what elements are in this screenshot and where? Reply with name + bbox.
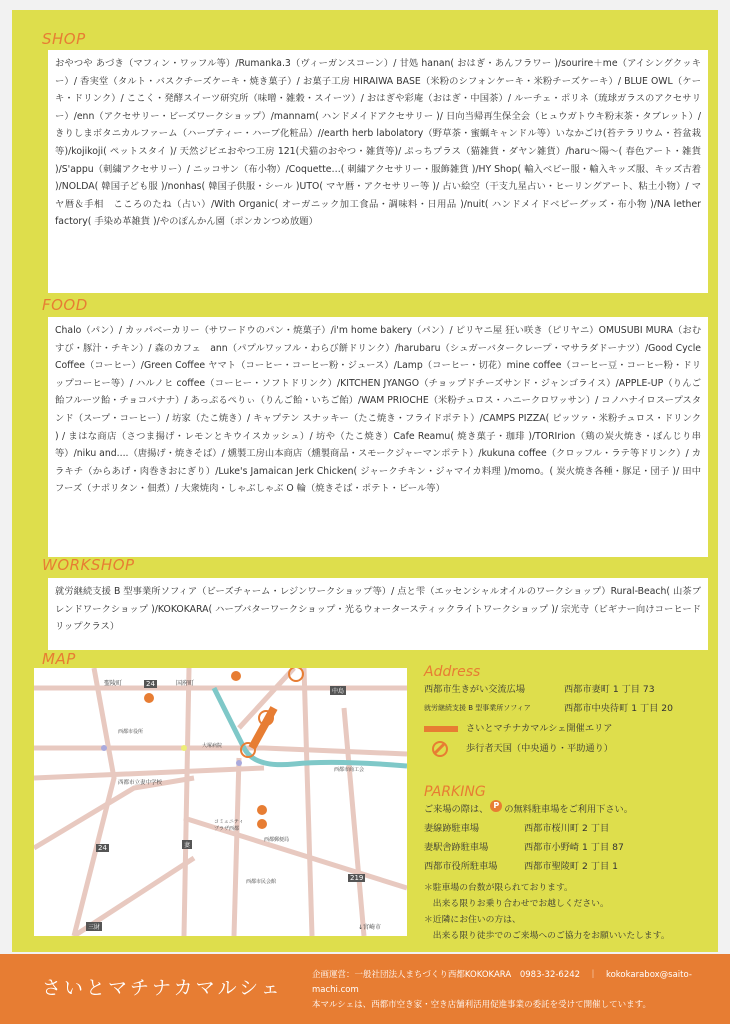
parking-intro-text: ご来場の際は、 [424, 804, 489, 815]
footer-note: 本マルシェは、西都市空き家・空き店舗利活用促進事業の委託を受けて開催しています。 [312, 1000, 651, 1010]
address-value: 西都市中央待町 1 丁目 20 [564, 703, 673, 714]
address-row [424, 699, 673, 718]
parking-note-1: ＊駐車場の台数が限られております。 [424, 883, 573, 893]
footer-info [312, 968, 730, 1013]
footer-bar [0, 954, 730, 1024]
legend-pedestrian [424, 740, 673, 758]
parking-address: 西都市聖陵町 2 丁目 1 [524, 861, 618, 872]
parking-intro [424, 800, 670, 819]
map-label-route24b: 24 [98, 844, 107, 852]
area-swatch [424, 726, 458, 732]
organizer: 企画運営：一般社団法人まちづくり西都KOKOKARA [312, 970, 512, 980]
parking-marker-4 [257, 819, 267, 829]
food-list: Chalo（パン）/ カッパベーカリー（サワードウのパン・焼菓子）/i'm home bakery（パン）/ ピリヤニ屋 狂い咲き（ピリヤニ）OMUSUBI MURA（おむすび・豚汁・チキン）/ 森のカフェ ann（パプルワッフル・わらび餅ドリンク）/harubaru（シュガーバタークレープ・マサラダドーナツ）/Good Cycle Coffee（コーヒー）/Green Coffee ヤマト（コーヒー・コーヒー粉・ジュース）/Lamp（コーヒー・切花）mine coffee（コーヒー豆・コーヒー粉・ドリップコーヒー等）/ ハルノヒ coffee（コーヒー・ソフトドリンク）/KITCHEN JYANGO（チョップドチーズサンド・ジャンゴライス）/APPLE-UP（りんご飴フルーツ飴・チョコバナナ）/ あっぷるぺりぃ（りんご飴・いちご飴）/WAM PRIOCHE（米粉チュロス・ハニークロワッサン）/ コノハナイロスープスタンド（スープ・コーヒー）/ 坊家（たこ焼き）/ キャプテン スナッキー（たこ焼き・フライドポテト）/CAMPS PIZZA( ピッツァ・米粉チュロス・ドリンク ) / まはな商店（さつま揚げ・レモンとキウイスカッシュ）/ 坊や（たこ焼き）Cafe Reamu( 焼き菓子・珈琲 )/TORIrion（鶏の炭火焼き・ぼんじり串等）/niku and....（唐揚げ・焼きそば）/ 燻製工房山本商店（燻製商品・スモークジャーマンポテト）/kukuna coffee（クロッフル・ラテ等ドリンク）/ カラキチ（からあげ・肉巻きおにぎり）/Luke's Jamaican Jerk Chicken( ジャークチキン・ジャマイカ料理 )/momo。( 炭火焼き各種・豚足・団子 )/ 田中フーズ（ナポリタン・佃煮）/ 大衆焼肉・しゃぶしゃぶ O 輪（焼きそば・ポテト・ビール等） [48, 317, 708, 557]
parking-row [424, 838, 670, 857]
map-label-shiraka: 西都市商工会 [334, 767, 365, 773]
map-label-miyazaki: ↓宮崎市 [358, 924, 382, 931]
parking-heading: PARKING [424, 784, 486, 800]
legend-pedestrian-label: 歩行者天国（中央通り・平助通り） [466, 743, 613, 754]
phone: 0983-32-6242 [519, 970, 581, 980]
workshop-list: 就労継続支援 B 型事業所ソフィア（ビーズチャーム・レジンワークショップ等）/ 点と雫（エッセンシャルオイルのワークショップ）Rural-Beach( 山茶ブレンドワークショップ )/KOKOKARA( ハーブバターワークショップ・光るウォータースティックライトワークショップ )/ 宗光寺（ビギナー向けコーヒードリップクラス） [48, 578, 708, 650]
parking-place: 妻線跡駐車場 [424, 823, 480, 834]
map-label-route219: 219 [350, 874, 364, 882]
parking-note-2: ＊近隣にお住いの方は、 [424, 915, 521, 925]
address-section [424, 664, 673, 758]
workshop-heading: WORKSHOP [42, 556, 135, 574]
map-label-station: 西都市役所 [118, 729, 144, 735]
email-link[interactable]: kokokarabox@saito-machi.com [312, 970, 692, 995]
parking-marker-2 [231, 671, 241, 681]
address-place: 就労継続支援 B 型事業所ソフィア [424, 704, 531, 712]
map-label-comm: コミュニティプラザ西都 [214, 819, 244, 832]
address-place: 西都市生きがい交流広場 [424, 684, 526, 695]
map-label-post: 西都郵便局 [264, 837, 290, 843]
roads [34, 668, 407, 936]
address-value: 西都市妻町 1 丁目 73 [564, 684, 655, 695]
parking-note-1b: 出来る限りお乗り合わせでお越しください。 [424, 899, 609, 909]
parking-p-icon: P [490, 800, 502, 812]
food-heading: FOOD [42, 296, 88, 314]
map-label-hospital: 西都市民会館 [246, 879, 277, 885]
map-label-nakajima: 中島 [332, 688, 345, 695]
parking-section [424, 784, 670, 944]
signal-3 [236, 760, 242, 766]
shop-list: おやつや あづき（マフィン・ワッフル等）/Rumanka.3（ヴィーガンスコーン）/ 甘処 hanan( おはぎ・あんフラワー )/sourire＋me（アイシングクッキー）/ 香実堂（タルト・バスクチーズケーキ・焼き菓子）/ お菓子工房 HIRAIWA BASE（米粉のシフォンケーキ・米粉チーズケーキ）/ BLUE OWL（ケーキ・ドリンク）/ ここく・発酵スイーツ研究所（味噌・雑穀・スイーツ）/ おはぎや彩庵（おはぎ・中国茶）/ ルーチェ・ポリネ（琉球ガラスのアクセサリー）/enn（アクセサリー・ビーズワークショップ）/mannam( ハンドメイドアクセサリー )/ 日向当帰再生保全会（ヒュウガトウキ粉末茶・タブレット）/ きりしまボタニカルファーム（ハーブティー・ハーブ化粧品）//earth herb labolatory（野草茶・蜜蝋キャンドル等）いなかごけ(苔テラリウム・苔盆栽等)/kojikoji( ペットスタイ )/ 天然ジビエおやつ工房 121(犬猫のおやつ・雑貨等)/ ぷっちプラス（猫雑貨・ダヤン雑貨）/haru～陽～( 春色アート・雑貨 )/S'appu（刺繍アクセサリー）/ ニッコサン（布小物）/Coquette…( 刺繍アクセサリー・服飾雑貨 )/HY Shop( 輸入ベビー服・輸入キッズ服、キッズ古着 )/NOLDA( 韓国子ども服 )/nonhas( 韓国子供服・シール )UTO( マヤ暦・アクセサリー等 )/ 占い絵空（干支九星占い・ヒーリングアート、粘土小物）/ マヤ暦＆手相 こころのたね（占い）/With Organic( オーガニック加工食品・調味料・日用品 )/nuit( ハンドメイドベビーグッズ・布小物 )/NA lether factory( 手染め革雑貨 )/やのぽんかん園（ポンカンつめ放題） [48, 50, 708, 293]
parking-note-2b: 出来る限り徒歩でのご来場へのご協力をお願いいたします。 [424, 931, 670, 941]
map-label-seiryoku: 聖陵町 [104, 680, 123, 687]
map-graphic [34, 668, 407, 936]
legend-area-label: さいとマチナカマルシェ開催エリア [466, 723, 613, 734]
address-heading: Address [424, 664, 481, 680]
map-label-school: 西都市立妻中学校 [118, 780, 163, 786]
legend-event-area [424, 720, 673, 738]
parking-row [424, 819, 670, 838]
parking-marker-1 [144, 693, 154, 703]
map-heading: MAP [42, 650, 76, 668]
parking-address: 西都市桜川町 2 丁目 [524, 823, 610, 834]
signal-1 [101, 745, 107, 751]
parking-place: 西都市役所駐車場 [424, 861, 498, 872]
map-label-sanbashi: 三財 [88, 924, 101, 931]
shop-heading: SHOP [42, 30, 86, 48]
event-title: さいとマチナカマルシェ [42, 977, 283, 999]
map-label-kokufu: 国府町 [176, 680, 195, 687]
map-label-oomi: 大塚病院 [202, 743, 223, 749]
parking-place: 妻駅舎跡駐車場 [424, 842, 489, 853]
no-entry-icon [432, 741, 448, 757]
address-row [424, 680, 673, 699]
separator: ｜ [588, 970, 598, 980]
map-label-route24a: 24 [146, 680, 155, 688]
parking-row [424, 857, 670, 876]
parking-marker-3 [257, 805, 267, 815]
map-label-tsuma: 妻 [184, 842, 191, 849]
parking-intro-text: の無料駐車場をご利用下さい。 [504, 804, 633, 815]
area-map [34, 668, 407, 936]
signal-2 [181, 745, 187, 751]
parking-address: 西都市小野崎 1 丁目 87 [524, 842, 624, 853]
